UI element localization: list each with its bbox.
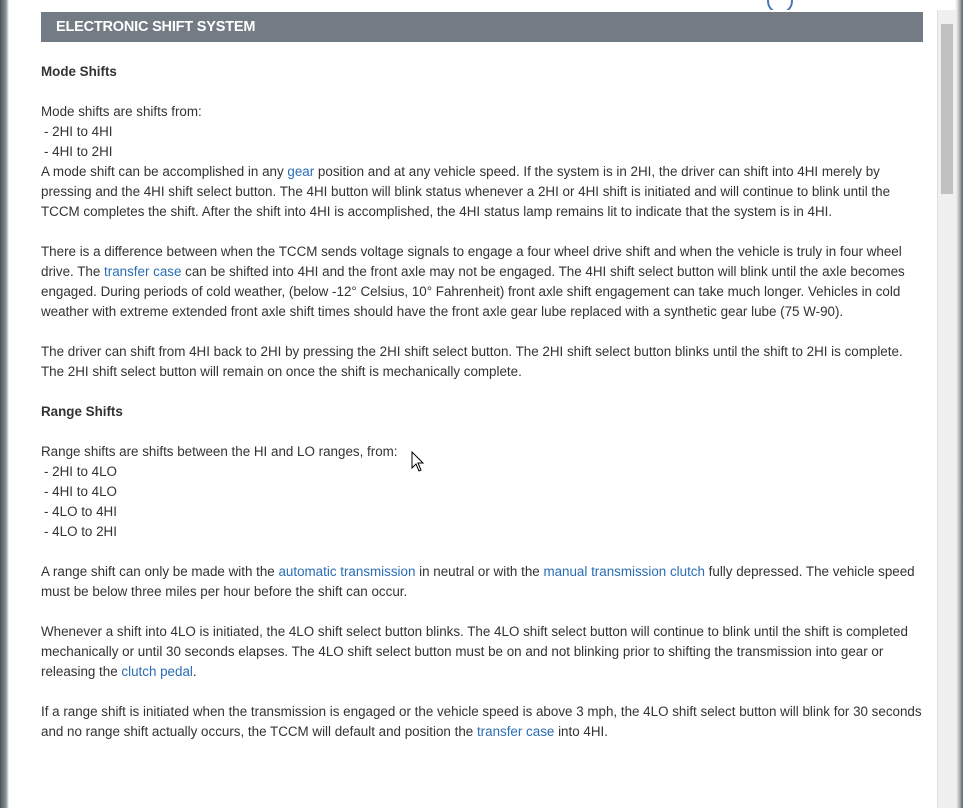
list-item: - 2HI to 4LO — [44, 464, 117, 479]
range-shifts-intro: Range shifts are shifts between the HI and LO ranges, from: — [41, 444, 398, 459]
range-shifts-paragraph-1: A range shift can only be made with the automatic transmission in neutral or with the manual transmission clutch fully depressed. The vehicle speed must be below three miles per hour before the shift can occur. — [41, 564, 915, 599]
gear-link[interactable]: gear — [287, 164, 315, 179]
scrollbar-thumb[interactable] — [941, 24, 953, 194]
list-item: - 4LO to 4HI — [44, 504, 117, 519]
clutch-pedal-link[interactable]: clutch pedal — [121, 664, 193, 679]
list-item: - 4LO to 2HI — [44, 524, 117, 539]
range-shifts-heading: Range Shifts — [41, 404, 123, 419]
section-title: ELECTRONIC SHIFT SYSTEM — [41, 12, 923, 42]
transfer-case-link[interactable]: transfer case — [476, 724, 555, 739]
vertical-scrollbar[interactable] — [937, 10, 956, 808]
list-item: - 4HI to 4LO — [44, 484, 117, 499]
mode-shifts-paragraph-1: A mode shift can be accomplished in any gear position and at any vehicle speed. If the system is in 2HI, the driver can shift into 4HI merely by pressing and the 4HI shift select button. The 4HI button will blink status whenever a 2HI or 4HI shift is initiated and will continue to blink until the TCCM completes the shift. After the shift into 4HI is accomplished, the 4HI status lamp remains lit to indicate that the system is in 4HI. — [41, 164, 891, 219]
transfer-case-link[interactable]: transfer case — [104, 264, 182, 279]
mode-shifts-paragraph-2: There is a difference between when the TCCM sends voltage signals to engage a four wheel drive shift and when the vehicle is truly in four wheel drive. The transfer case can be shifted into 4HI and the front axle may not be engaged. The 4HI shift select button will blink until the axle becomes engaged. During periods of cold weather, (below -12° Celsius, 10° Fahrenheit) front axle shift engagement can take much longer. Vehicles in cold weather with extreme extended front axle shift times should have the front axle gear lube replaced with a synthetic gear lube (75 W-90). — [41, 244, 905, 319]
mouse-pointer-icon — [411, 451, 425, 473]
manual-transmission-clutch-link[interactable]: manual transmission clutch — [543, 564, 705, 579]
automatic-transmission-link[interactable]: automatic transmission — [278, 564, 416, 579]
list-item: - 4HI to 2HI — [44, 144, 113, 159]
range-shifts-paragraph-3: If a range shift is initiated when the transmission is engaged or the vehicle speed is above 3 mph, the 4LO shift select button will blink for 30 seconds and no range shift actually occurs, the TCCM will default and position the transfer case into 4HI. — [41, 704, 922, 739]
mode-shifts-intro: Mode shifts are shifts from: — [41, 104, 202, 119]
list-item: - 2HI to 4HI — [44, 124, 113, 139]
document-viewer — [10, 10, 937, 808]
mode-shifts-paragraph-3: The driver can shift from 4HI back to 2HI by pressing the 2HI shift select button. The 2HI shift select button blinks until the shift to 2HI is complete. The 2HI shift select button will remain on once the shift is mechanically complete. — [41, 344, 903, 379]
range-shifts-paragraph-2: Whenever a shift into 4LO is initiated, the 4LO shift select button blinks. The 4LO shift select button will continue to blink until the shift is completed mechanically or until 30 seconds elapses. The 4LO shift select button must be on and not blinking prior to shifting the transmission into gear or releasing the clutch pedal. — [41, 624, 908, 679]
mode-shifts-heading: Mode Shifts — [41, 64, 117, 79]
article-body — [41, 62, 925, 742]
